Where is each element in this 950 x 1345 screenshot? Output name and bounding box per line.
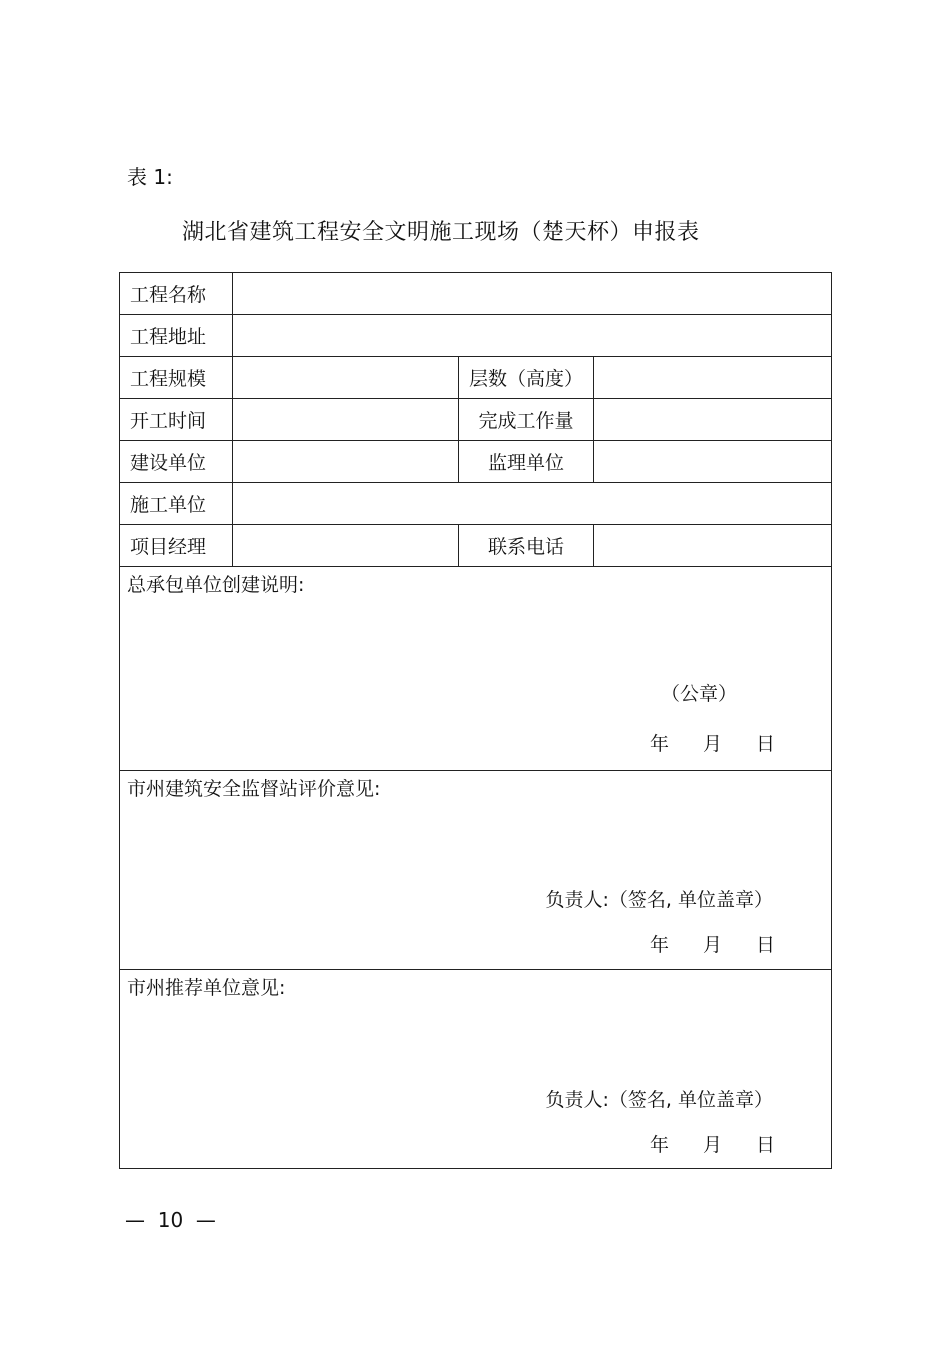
day-label: 日	[756, 1134, 776, 1156]
contact-phone-field[interactable]	[594, 525, 832, 567]
project-manager-field[interactable]	[233, 525, 459, 567]
developer-field[interactable]	[233, 441, 459, 483]
row-recommender	[120, 970, 832, 1169]
completed-work-field[interactable]	[594, 399, 832, 441]
start-time-field[interactable]	[233, 399, 459, 441]
project-address-field[interactable]	[233, 315, 832, 357]
row-safety-station	[120, 771, 832, 970]
row-project-manager	[120, 525, 832, 567]
safety-station-section[interactable]	[120, 771, 832, 970]
table-label: 表 1:	[127, 165, 173, 189]
row-project-address	[120, 315, 832, 357]
project-scale-field[interactable]	[233, 357, 459, 399]
year-label: 年	[649, 934, 669, 956]
floors-label: 层数（高度）	[459, 357, 594, 399]
recommender-title: 市州推荐单位意见:	[127, 977, 286, 999]
safety-station-title: 市州建筑安全监督站评价意见:	[127, 778, 381, 800]
row-project-name	[120, 273, 832, 315]
month-label: 月	[702, 1134, 722, 1156]
document-title: 湖北省建筑工程安全文明施工现场（楚天杯）申报表	[182, 220, 700, 245]
month-label: 月	[702, 934, 722, 956]
contractor-field[interactable]	[233, 483, 832, 525]
row-start-time	[120, 399, 832, 441]
project-name-field[interactable]	[233, 273, 832, 315]
date-line	[650, 1132, 775, 1158]
year-label: 年	[649, 1134, 669, 1156]
row-developer	[120, 441, 832, 483]
project-name-label: 工程名称	[120, 273, 233, 315]
application-form-table	[119, 272, 832, 1169]
project-manager-label: 项目经理	[120, 525, 233, 567]
contractor-label: 施工单位	[120, 483, 233, 525]
contractor-statement-section[interactable]	[120, 567, 832, 771]
day-label: 日	[756, 733, 776, 755]
date-line	[650, 731, 775, 757]
year-label: 年	[649, 733, 669, 755]
signature-label: 负责人:（签名, 单位盖章）	[545, 889, 774, 911]
recommender-section[interactable]	[120, 970, 832, 1169]
developer-label: 建设单位	[120, 441, 233, 483]
row-contractor-statement	[120, 567, 832, 771]
floors-field[interactable]	[594, 357, 832, 399]
row-contractor	[120, 483, 832, 525]
start-time-label: 开工时间	[120, 399, 233, 441]
contact-phone-label: 联系电话	[459, 525, 594, 567]
project-address-label: 工程地址	[120, 315, 233, 357]
signature-label: 负责人:（签名, 单位盖章）	[545, 1089, 774, 1111]
official-seal-label: （公章）	[661, 683, 738, 705]
project-scale-label: 工程规模	[120, 357, 233, 399]
date-line	[650, 932, 775, 958]
month-label: 月	[702, 733, 722, 755]
row-project-scale	[120, 357, 832, 399]
supervisor-field[interactable]	[594, 441, 832, 483]
day-label: 日	[756, 934, 776, 956]
completed-work-label: 完成工作量	[459, 399, 594, 441]
contractor-statement-title: 总承包单位创建说明:	[127, 574, 305, 596]
supervisor-label: 监理单位	[459, 441, 594, 483]
page-number: — 10 —	[125, 1208, 216, 1232]
